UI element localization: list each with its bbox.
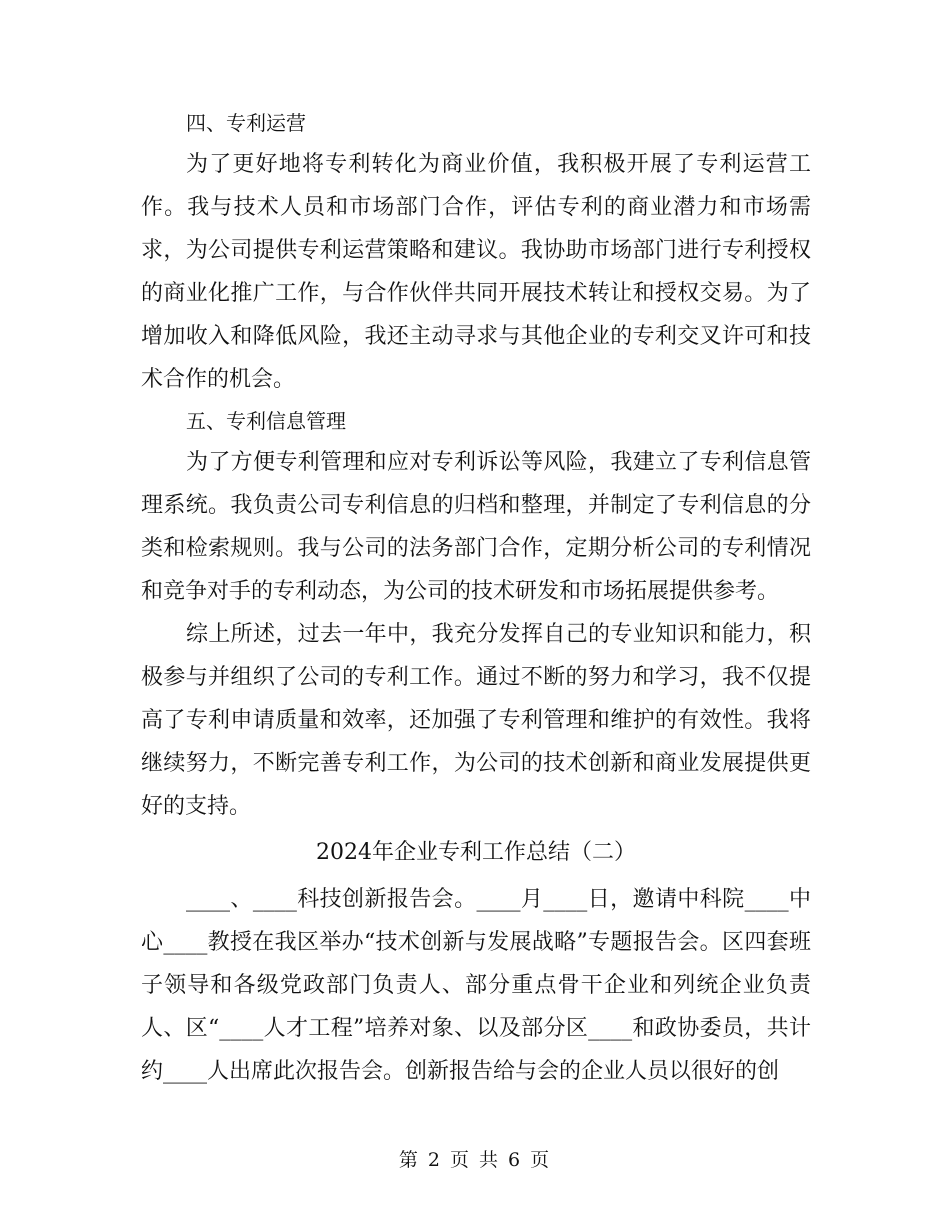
paragraph-summary: 综上所述，过去一年中，我充分发挥自己的专业知识和能力，积极参与并组织了公司的专利工作。通过不断的努力和学习，我不仅提高了专利申请质量和效率，还加强了专利管理和维护的有效性。我将继续努力，不断完善专利工作，为公司的技术创新和商业发展提供更好的支持。	[141, 622, 811, 819]
paragraph-patent-operation: 为了更好地将专利转化为商业价值，我积极开展了专利运营工作。我与技术人员和市场部门合作，评估专利的商业潜力和市场需求，为公司提供专利运营策略和建议。我协助市场部门进行专利授权的商业化推广工作，与合作伙伴共同开展技术转让和授权交易。为了增加收入和降低风险，我还主动寻求与其他企业的专利交叉许可和技术合作的机会。	[141, 152, 811, 392]
document-body	[141, 103, 811, 1093]
paragraph-patent-info-management: 为了方便专利管理和应对专利诉讼等风险，我建立了专利信息管理系统。我负责公司专利信息的归档和整理，并制定了专利信息的分类和检索规则。我与公司的法务部门合作，定期分析公司的专利情况和竞争对手的专利动态，为公司的技术研发和市场拓展提供参考。	[141, 450, 811, 604]
page-number-footer: 第 2 页 共 6 页	[398, 1149, 552, 1171]
section-heading-patent-operation: 四、专利运营	[186, 111, 306, 135]
section-heading-patent-info-management: 五、专利信息管理	[186, 409, 346, 433]
paragraph-innovation-report: ____、____科技创新报告会。____月____日，邀请中科院____中心____教授在我区举办“技术创新与发展战略”专题报告会。区四套班子领导和各级党政部门负责人、部分重点骨干企业和列统企业负责人、区“____人才工程”培养对象、以及部分区____和政协委员，共计约____人出席此次报告会。创新报告给与会的企业人员以很好的创	[141, 887, 811, 1084]
document-title-part-two: 2024年企业专利工作总结（二）	[316, 840, 636, 865]
